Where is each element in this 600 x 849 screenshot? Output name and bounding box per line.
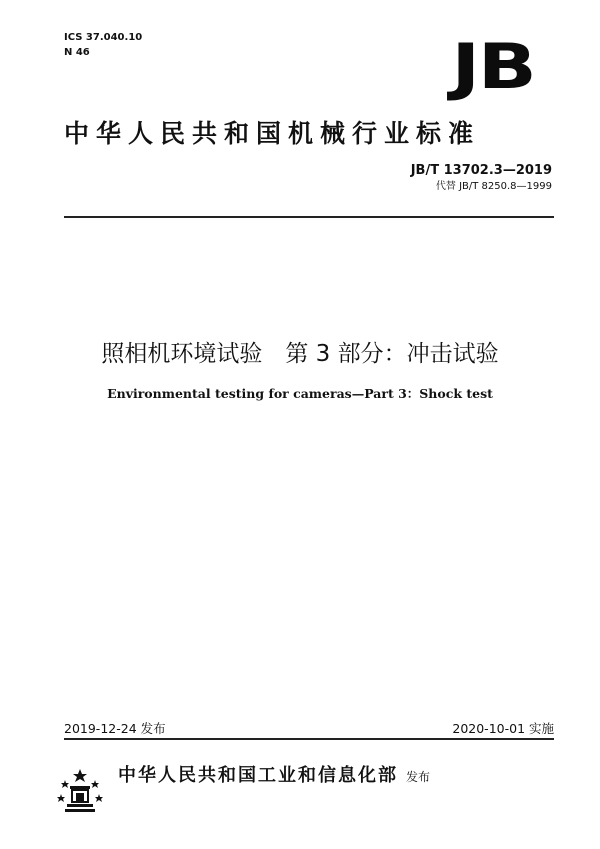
top-divider [64, 216, 554, 218]
publish-date: 2019-12-24 发布 [64, 721, 166, 736]
ics-class: N 46 [64, 47, 90, 58]
jb-logo: JB [451, 30, 534, 103]
standard-number-block [411, 163, 552, 195]
document-title-en: Environmental testing for cameras—Part 3：Shock test [107, 386, 493, 401]
issuer-name: 中华人民共和国工业和信息化部 [118, 765, 398, 786]
bottom-divider [64, 738, 554, 740]
ics-code: ICS 37.040.10 [64, 32, 143, 43]
issuer-line [118, 761, 430, 787]
ics-block [64, 30, 142, 60]
implement-date: 2020-10-01 实施 [452, 721, 554, 736]
replaces-standard: 代替 JB/T 8250.8—1999 [435, 181, 552, 192]
standard-title: 中华人民共和国机械行业标准 [64, 119, 481, 148]
standard-number: JB/T 13702.3—2019 [410, 163, 552, 178]
document-title-cn: 照相机环境试验 第 3 部分：冲击试验 [101, 341, 499, 367]
ministry-emblem-icon [55, 766, 105, 816]
issuer-verb: 发布 [406, 770, 431, 784]
dates-row [64, 719, 554, 737]
